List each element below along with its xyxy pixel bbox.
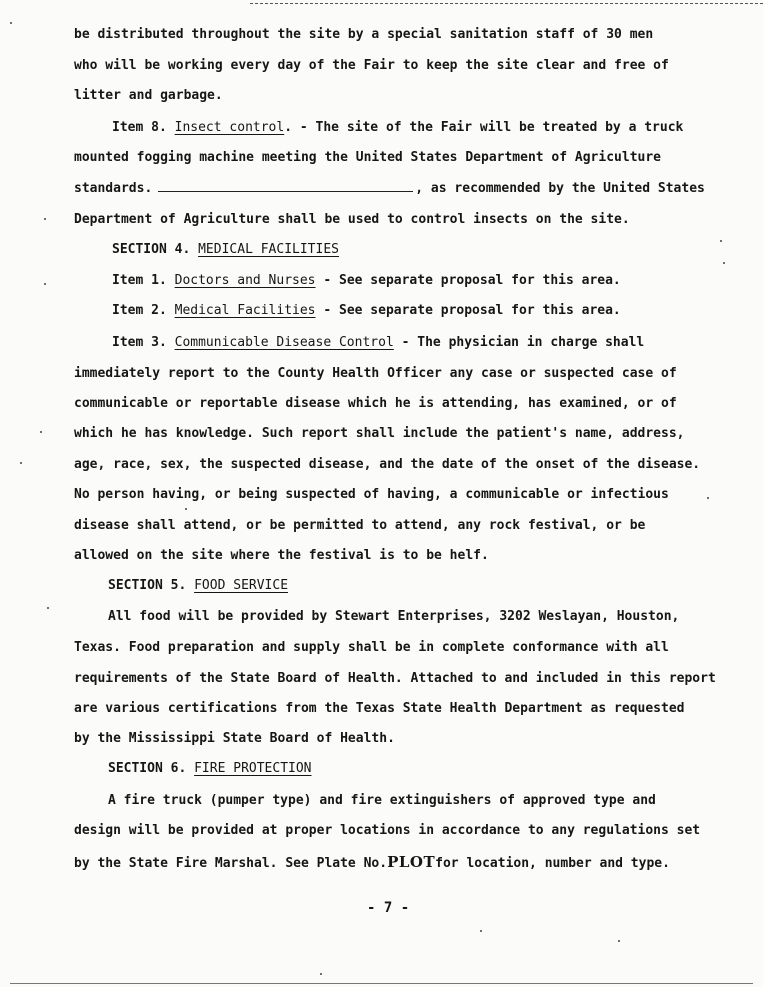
scan-speck — [40, 431, 42, 433]
section-4-heading — [112, 235, 339, 266]
section-5-heading — [108, 571, 288, 602]
body-text-line: who will be working every day of the Fair to keep the site clear and free of — [74, 58, 669, 73]
scan-speck — [44, 218, 46, 220]
item-title: Doctors and Nurses — [174, 273, 316, 288]
body-text: for location, number and type. — [435, 856, 670, 871]
section-label: SECTION 6. — [108, 761, 187, 776]
scan-speck — [480, 930, 482, 932]
item-text: - See separate proposal for this area. — [323, 303, 621, 318]
scan-speck — [723, 262, 725, 264]
body-text-line: which he has knowledge. Such report shall include the patient's name, address, — [74, 426, 685, 441]
plate-number-stamp: PLOT — [387, 853, 436, 871]
body-text-line: allowed on the site where the festival is to be helf. — [74, 548, 489, 563]
section-6-heading — [108, 754, 312, 785]
item-3-heading — [112, 328, 644, 359]
scan-speck — [707, 497, 709, 499]
page-number: - 7 - — [367, 900, 410, 916]
item-label: Item 3. — [112, 335, 167, 350]
item-1-line — [112, 266, 621, 297]
item-2-line — [112, 296, 621, 327]
item-text: - See separate proposal for this area. — [323, 273, 621, 288]
item-text: . - The site of the Fair will be treated by a truck — [284, 120, 684, 135]
scan-speck — [320, 973, 322, 975]
body-text-line: immediately report to the County Health Officer any case or suspected case of — [74, 366, 677, 381]
body-text-line: be distributed throughout the site by a special sanitation staff of 30 men — [74, 27, 654, 42]
body-text-line: age, race, sex, the suspected disease, and the date of the onset of the disease. — [74, 457, 701, 472]
body-text: standards. — [74, 181, 153, 196]
body-text: , as recommended by the United States — [415, 181, 705, 196]
item-8-heading — [112, 113, 683, 144]
body-text-line: mounted fogging machine meeting the United States Department of Agriculture — [74, 150, 661, 165]
body-text-line: All food will be provided by Stewart Enterprises, 3202 Weslayan, Houston, — [108, 609, 680, 624]
section-title: FIRE PROTECTION — [194, 761, 312, 776]
body-text-line — [74, 174, 705, 205]
scan-speck — [618, 940, 620, 942]
body-text-line — [74, 847, 670, 880]
section-label: SECTION 5. — [108, 578, 187, 593]
scan-speck — [185, 508, 187, 510]
page-bottom-edge — [10, 983, 753, 984]
scan-speck — [10, 22, 12, 24]
body-text-line: design will be provided at proper locations in accordance to any regulations set — [74, 823, 701, 838]
item-title: Medical Facilities — [174, 303, 316, 318]
body-text-line: disease shall attend, or be permitted to attend, any rock festival, or be — [74, 518, 646, 533]
item-title: Insect control — [174, 120, 285, 135]
scan-speck — [20, 462, 22, 464]
scan-speck — [47, 607, 49, 609]
item-label: Item 1. — [112, 273, 167, 288]
body-text-line: litter and garbage. — [74, 88, 223, 103]
blank-fill-line — [158, 179, 413, 192]
body-text-line: A fire truck (pumper type) and fire extinguishers of approved type and — [108, 793, 656, 808]
body-text-line: Texas. Food preparation and supply shall be in complete conformance with all — [74, 640, 669, 655]
section-title: FOOD SERVICE — [194, 578, 289, 593]
item-title: Communicable Disease Control — [174, 335, 394, 350]
item-text: - The physician in charge shall — [401, 335, 645, 350]
body-text-line: No person having, or being suspected of having, a communicable or infectious — [74, 487, 669, 502]
body-text-line: communicable or reportable disease which he is attending, has examined, or of — [74, 396, 677, 411]
scan-speck — [720, 240, 722, 242]
body-text-line: Department of Agriculture shall be used to control insects on the site. — [74, 212, 630, 227]
body-text: by the State Fire Marshal. See Plate No. — [74, 856, 388, 871]
item-label: Item 2. — [112, 303, 167, 318]
section-label: SECTION 4. — [112, 242, 191, 257]
section-title: MEDICAL FACILITIES — [198, 242, 339, 257]
body-text-line: requirements of the State Board of Health. Attached to and included in this report — [74, 671, 716, 686]
body-text-line: are various certifications from the Texas State Health Department as requested — [74, 701, 685, 716]
item-label: Item 8. — [112, 120, 167, 135]
body-text-line: by the Mississippi State Board of Health. — [74, 731, 395, 746]
scan-speck — [44, 283, 46, 285]
